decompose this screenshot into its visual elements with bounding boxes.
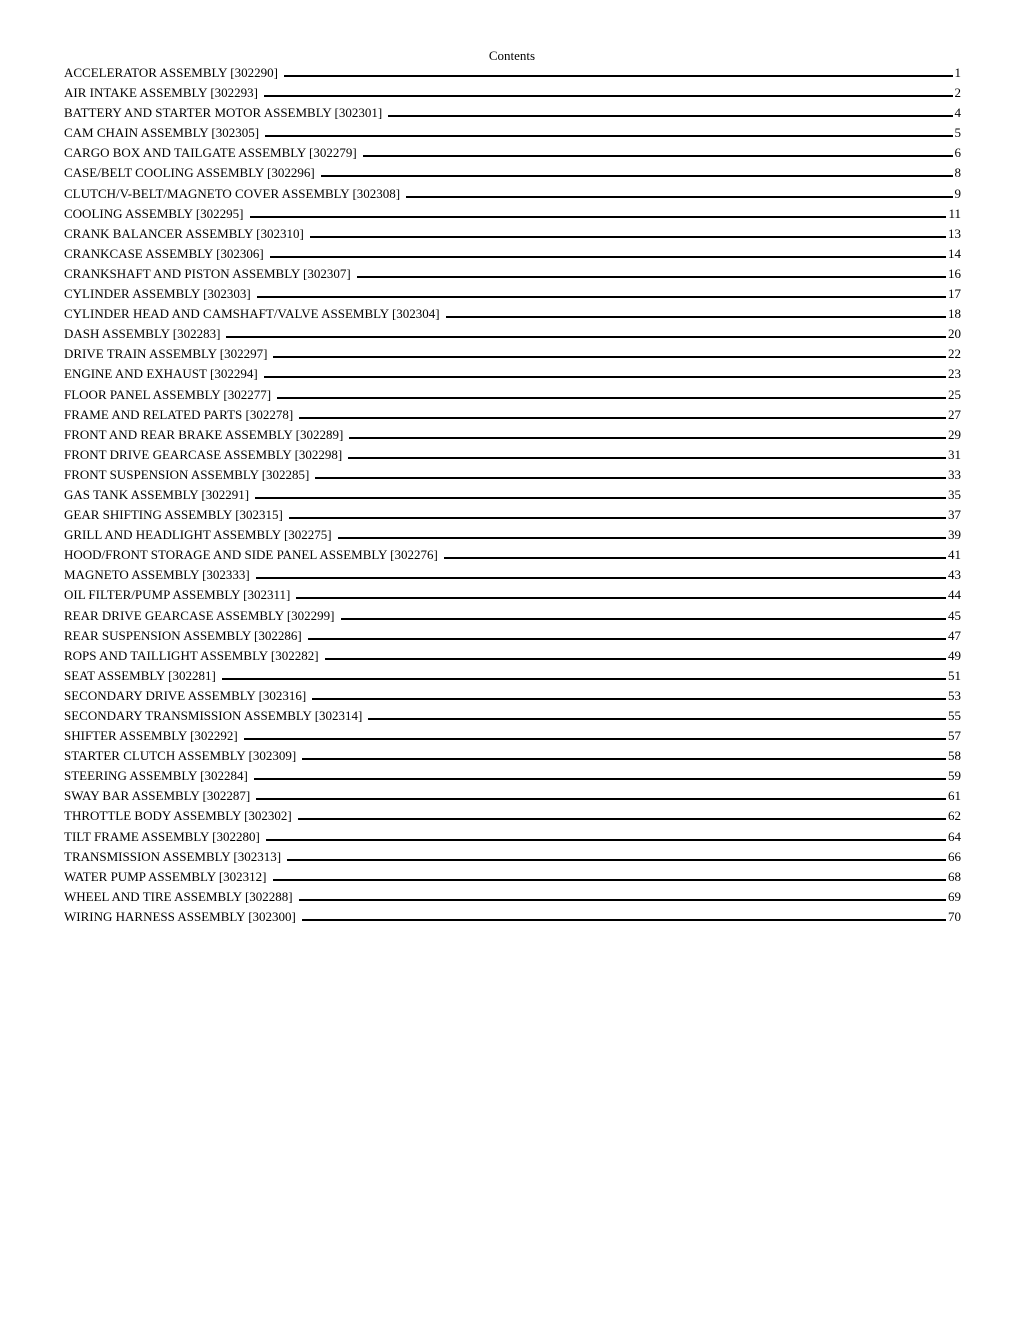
toc-leader-line xyxy=(257,296,946,298)
toc-leader-line xyxy=(287,859,946,861)
toc-entry-page-number: 18 xyxy=(948,306,961,322)
toc-entry-label: THROTTLE BODY ASSEMBLY [302302] xyxy=(64,808,292,824)
toc-entry[interactable] xyxy=(64,807,961,827)
toc-entry-page-number: 55 xyxy=(948,708,961,723)
toc-entry-label: CARGO BOX AND TAILGATE ASSEMBLY [302279] xyxy=(64,145,357,161)
toc-entry-page-number: 27 xyxy=(948,406,961,422)
toc-entry[interactable] xyxy=(64,727,961,747)
toc-entry-label: REAR DRIVE GEARCASE ASSEMBLY [302299] xyxy=(64,607,335,623)
toc-leader-line xyxy=(446,316,946,318)
toc-leader-line xyxy=(298,818,946,820)
toc-entry-page-number: 31 xyxy=(948,446,961,462)
toc-entry-page-number: 33 xyxy=(948,466,961,482)
toc-leader-line xyxy=(244,738,946,740)
toc-entry-page-number: 66 xyxy=(948,848,961,864)
toc-entry-label: CLUTCH/V-BELT/MAGNETO COVER ASSEMBLY [302308] xyxy=(64,185,401,201)
toc-entry-label: FRONT SUSPENSION ASSEMBLY [302285] xyxy=(64,466,310,482)
toc-entry-label: GEAR SHIFTING ASSEMBLY [302315] xyxy=(64,507,283,523)
table-of-contents xyxy=(64,64,961,928)
toc-entry[interactable] xyxy=(64,888,961,908)
toc-entry-label: TRANSMISSION ASSEMBLY [302313] xyxy=(64,848,282,864)
toc-entry-page-number: 16 xyxy=(948,265,961,281)
toc-entry[interactable] xyxy=(64,164,961,184)
toc-entry-page-number: 44 xyxy=(948,587,961,603)
toc-entry[interactable] xyxy=(64,486,961,506)
toc-entry-page-number: 61 xyxy=(948,788,961,804)
toc-entry-page-number: 37 xyxy=(948,507,961,523)
toc-entry[interactable] xyxy=(64,365,961,385)
toc-entry-page-number: 23 xyxy=(948,366,961,382)
toc-entry[interactable] xyxy=(64,466,961,486)
toc-leader-line xyxy=(256,798,946,800)
toc-entry[interactable] xyxy=(64,627,961,647)
toc-leader-line xyxy=(349,437,946,439)
toc-entry[interactable] xyxy=(64,104,961,124)
toc-entry-page-number: 29 xyxy=(948,426,961,442)
toc-entry[interactable] xyxy=(64,245,961,265)
toc-leader-line xyxy=(338,537,946,539)
toc-entry-page-number: 45 xyxy=(948,607,961,623)
toc-entry-label: MAGNETO ASSEMBLY [302333] xyxy=(64,567,250,583)
toc-entry-label: FRONT AND REAR BRAKE ASSEMBLY [302289] xyxy=(64,426,344,442)
toc-entry-label: GRILL AND HEADLIGHT ASSEMBLY [302275] xyxy=(64,527,332,543)
toc-entry-label: CYLINDER HEAD AND CAMSHAFT/VALVE ASSEMBLY [302304] xyxy=(64,306,440,322)
toc-leader-line xyxy=(226,336,946,338)
toc-entry-page-number: 47 xyxy=(948,627,961,643)
toc-entry[interactable] xyxy=(64,205,961,225)
toc-entry-page-number: 49 xyxy=(948,647,961,663)
toc-entry-label: COOLING ASSEMBLY [302295] xyxy=(64,205,244,221)
toc-entry[interactable] xyxy=(64,647,961,667)
toc-entry-label: DASH ASSEMBLY [302283] xyxy=(64,326,221,342)
toc-entry[interactable] xyxy=(64,828,961,848)
toc-entry-page-number: 6 xyxy=(954,145,961,161)
toc-entry-label: STARTER CLUTCH ASSEMBLY [302309] xyxy=(64,748,297,764)
toc-entry[interactable] xyxy=(64,546,961,566)
toc-leader-line xyxy=(270,256,946,258)
toc-entry-page-number: 69 xyxy=(948,888,961,904)
toc-entry-page-number: 13 xyxy=(948,225,961,241)
toc-leader-line xyxy=(341,618,946,620)
toc-entry-label: DRIVE TRAIN ASSEMBLY [302297] xyxy=(64,346,268,362)
toc-entry-label: ACCELERATOR ASSEMBLY [302290] xyxy=(64,65,278,80)
toc-leader-line xyxy=(310,236,946,238)
toc-entry-label: CRANK BALANCER ASSEMBLY [302310] xyxy=(64,225,304,241)
toc-entry-page-number: 9 xyxy=(954,185,961,201)
toc-entry-page-number: 8 xyxy=(954,165,961,181)
toc-entry-label: FRONT DRIVE GEARCASE ASSEMBLY [302298] xyxy=(64,446,343,462)
toc-leader-line xyxy=(284,75,953,77)
toc-entry[interactable] xyxy=(64,908,961,928)
toc-entry-page-number: 57 xyxy=(948,728,961,744)
toc-leader-line xyxy=(302,919,946,921)
toc-leader-line xyxy=(255,497,946,499)
toc-leader-line xyxy=(325,658,946,660)
toc-entry[interactable] xyxy=(64,285,961,305)
toc-entry[interactable] xyxy=(64,506,961,526)
toc-leader-line xyxy=(250,216,947,218)
toc-leader-line xyxy=(357,276,946,278)
toc-entry-page-number: 64 xyxy=(948,828,961,844)
toc-entry[interactable] xyxy=(64,607,961,627)
toc-entry-label: SEAT ASSEMBLY [302281] xyxy=(64,667,216,683)
toc-entry-label: FRAME AND RELATED PARTS [302278] xyxy=(64,406,294,422)
toc-entry-label: CAM CHAIN ASSEMBLY [302305] xyxy=(64,125,260,141)
toc-leader-line xyxy=(308,638,946,640)
toc-leader-line xyxy=(254,778,946,780)
toc-entry-page-number: 11 xyxy=(948,205,961,221)
toc-leader-line xyxy=(312,698,946,700)
toc-entry-label: SWAY BAR ASSEMBLY [302287] xyxy=(64,788,251,804)
toc-entry[interactable] xyxy=(64,406,961,426)
toc-entry-page-number: 58 xyxy=(948,748,961,764)
toc-leader-line xyxy=(289,517,946,519)
toc-entry-page-number: 43 xyxy=(948,567,961,583)
toc-entry[interactable] xyxy=(64,868,961,888)
toc-entry[interactable] xyxy=(64,185,961,205)
toc-entry-label: ROPS AND TAILLIGHT ASSEMBLY [302282] xyxy=(64,647,319,663)
toc-leader-line xyxy=(302,758,946,760)
toc-entry[interactable] xyxy=(64,265,961,285)
toc-entry[interactable] xyxy=(64,586,961,606)
toc-entry-label: REAR SUSPENSION ASSEMBLY [302286] xyxy=(64,627,302,643)
toc-entry-page-number: 39 xyxy=(948,527,961,543)
toc-entry[interactable] xyxy=(64,667,961,687)
toc-entry-label: ENGINE AND EXHAUST [302294] xyxy=(64,366,258,382)
page-title: Contents xyxy=(488,48,536,63)
toc-leader-line xyxy=(321,175,953,177)
toc-leader-line xyxy=(444,557,946,559)
toc-entry-label: CRANKCASE ASSEMBLY [302306] xyxy=(64,245,264,261)
toc-entry-label: STEERING ASSEMBLY [302284] xyxy=(64,768,248,784)
toc-leader-line xyxy=(406,196,952,198)
toc-entry-label: SHIFTER ASSEMBLY [302292] xyxy=(64,728,238,744)
toc-entry-label: CRANKSHAFT AND PISTON ASSEMBLY [302307] xyxy=(64,265,351,281)
toc-entry-page-number: 5 xyxy=(954,125,961,141)
toc-leader-line xyxy=(264,376,946,378)
toc-entry-page-number: 14 xyxy=(948,245,961,261)
toc-entry-label: SECONDARY TRANSMISSION ASSEMBLY [302314] xyxy=(64,708,363,723)
toc-leader-line xyxy=(315,477,946,479)
toc-leader-line xyxy=(296,597,946,599)
toc-leader-line xyxy=(388,115,952,117)
toc-leader-line xyxy=(277,397,946,399)
toc-leader-line xyxy=(368,718,946,720)
toc-leader-line xyxy=(299,899,946,901)
toc-leader-line xyxy=(266,839,946,841)
toc-entry[interactable] xyxy=(64,84,961,104)
toc-entry-page-number: 17 xyxy=(948,286,961,302)
toc-leader-line xyxy=(273,879,946,881)
toc-leader-line xyxy=(299,417,946,419)
toc-entry[interactable] xyxy=(64,144,961,164)
toc-entry-page-number: 25 xyxy=(948,386,961,402)
toc-leader-line xyxy=(348,457,946,459)
toc-entry[interactable] xyxy=(64,345,961,365)
toc-leader-line xyxy=(264,95,953,97)
toc-entry[interactable] xyxy=(64,787,961,807)
toc-entry-page-number: 2 xyxy=(954,85,961,101)
toc-leader-line xyxy=(256,577,946,579)
toc-entry-page-number: 53 xyxy=(948,687,961,703)
toc-entry[interactable] xyxy=(64,446,961,466)
toc-entry-label: WATER PUMP ASSEMBLY [302312] xyxy=(64,868,267,884)
toc-entry-label: CYLINDER ASSEMBLY [302303] xyxy=(64,286,251,302)
toc-leader-line xyxy=(265,135,952,137)
toc-entry-label: WIRING HARNESS ASSEMBLY [302300] xyxy=(64,908,296,924)
toc-entry-label: TILT FRAME ASSEMBLY [302280] xyxy=(64,828,260,844)
toc-entry-page-number: 62 xyxy=(948,808,961,824)
toc-entry-label: HOOD/FRONT STORAGE AND SIDE PANEL ASSEMBLY [302276] xyxy=(64,547,438,563)
toc-entry-label: AIR INTAKE ASSEMBLY [302293] xyxy=(64,85,258,101)
toc-entry-page-number: 51 xyxy=(948,667,961,683)
toc-entry[interactable] xyxy=(64,325,961,345)
toc-leader-line xyxy=(222,678,946,680)
toc-entry[interactable] xyxy=(64,526,961,546)
toc-entry[interactable] xyxy=(64,426,961,446)
toc-entry-page-number: 20 xyxy=(948,326,961,342)
toc-entry[interactable] xyxy=(64,707,961,727)
toc-entry[interactable] xyxy=(64,566,961,586)
toc-entry-label: FLOOR PANEL ASSEMBLY [302277] xyxy=(64,386,272,402)
toc-entry-page-number: 4 xyxy=(954,105,961,121)
toc-entry-page-number: 68 xyxy=(948,868,961,884)
toc-entry-label: GAS TANK ASSEMBLY [302291] xyxy=(64,486,250,502)
toc-entry-page-number: 70 xyxy=(948,908,961,924)
toc-entry[interactable] xyxy=(64,64,961,84)
toc-entry[interactable] xyxy=(64,305,961,325)
toc-entry-label: WHEEL AND TIRE ASSEMBLY [302288] xyxy=(64,888,293,904)
toc-entry-page-number: 41 xyxy=(948,547,961,563)
toc-leader-line xyxy=(273,356,946,358)
toc-entry[interactable] xyxy=(64,687,961,707)
toc-entry-page-number: 35 xyxy=(948,486,961,502)
toc-leader-line xyxy=(363,155,953,157)
toc-entry[interactable] xyxy=(64,386,961,406)
toc-entry-label: SECONDARY DRIVE ASSEMBLY [302316] xyxy=(64,687,307,703)
toc-entry-page-number: 59 xyxy=(948,768,961,784)
toc-entry[interactable] xyxy=(64,767,961,787)
toc-entry-label: CASE/BELT COOLING ASSEMBLY [302296] xyxy=(64,165,315,181)
toc-entry-label: OIL FILTER/PUMP ASSEMBLY [302311] xyxy=(64,587,291,603)
toc-entry[interactable] xyxy=(64,747,961,767)
toc-entry-page-number: 1 xyxy=(954,65,961,80)
toc-entry-label: BATTERY AND STARTER MOTOR ASSEMBLY [302301] xyxy=(64,105,383,121)
toc-entry-page-number: 22 xyxy=(948,346,961,362)
toc-entry[interactable] xyxy=(64,124,961,144)
toc-entry[interactable] xyxy=(64,225,961,245)
toc-entry[interactable] xyxy=(64,848,961,868)
